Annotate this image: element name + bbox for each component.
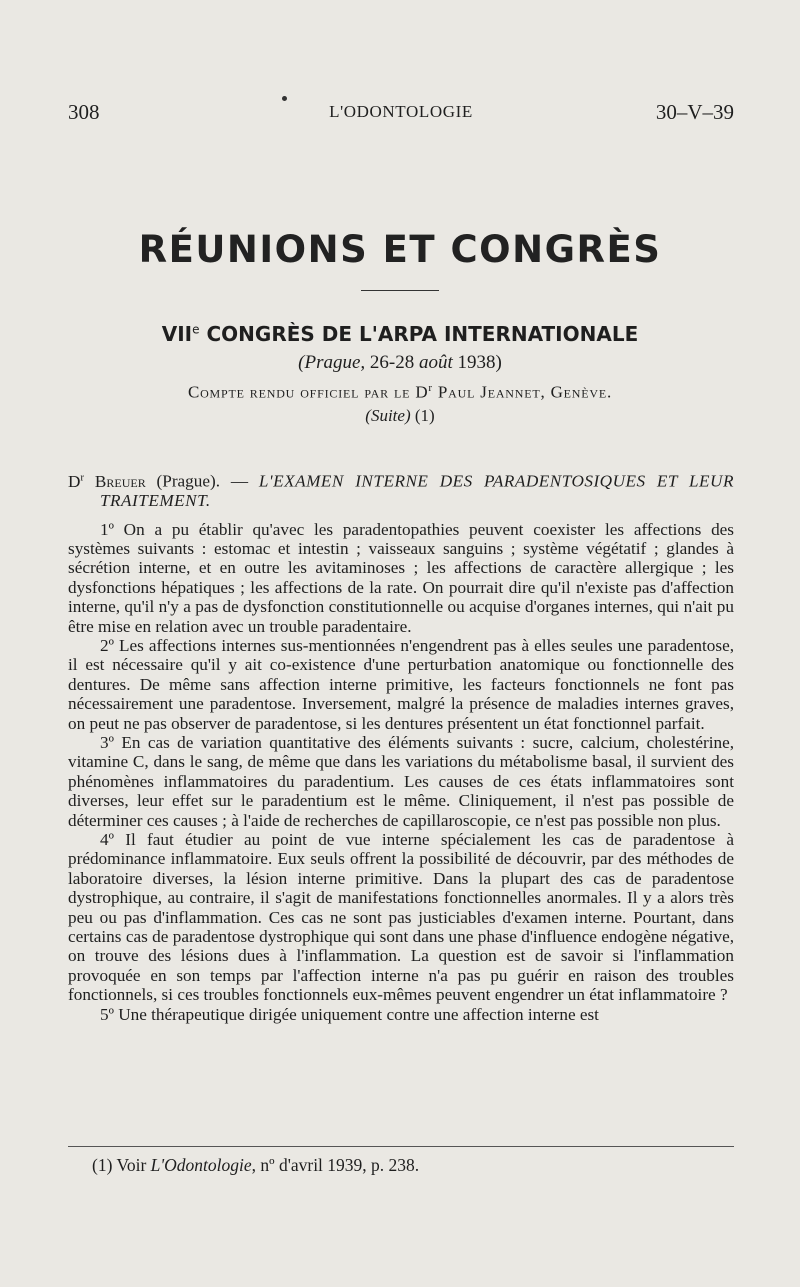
author-title: D [68, 471, 81, 491]
paragraph: 2º Les affections internes sus-mentionnées n'engendrent pas à elles seules une paradentose, il est nécessaire qu'il y ait co-existence d'une perturbation anatomique ou fonctionnelle des dentures. De même sans affection interne primitive, les facteurs fonctionnels ne font pas nécessairement une paradentose. Inversement, malgré la présence de maladies internes graves, on peut ne pas observer de paradentose, si les dentures présentent un état fonctionnel parfait. [68, 635, 734, 733]
report-byline-sup: r [428, 382, 433, 394]
congress-place-date [0, 352, 800, 374]
suite-label: (Suite) [365, 406, 411, 425]
congress-place: (Prague, [298, 352, 370, 373]
footnote-pre: (1) Voir [92, 1155, 151, 1175]
issue-date: 30–V–39 [655, 100, 734, 124]
page-number: 308 [68, 100, 100, 124]
author-name: Breuer [84, 471, 146, 491]
paragraph: 3º En cas de variation quantitative des éléments suivants : sucre, calcium, cholestérine, vitamine C, dans le sang, de même que dans les variations du métabolisme basal, il survient des phénomènes inflammatoires du paradentium. Les causes de ces états inflammatoires sont diverses, leur effet sur le paradentium est le même. Cliniquement, il n'est pas possible de déterminer ces causes ; à l'aide de recherches de capillaroscopie, ce n'est pas possible non plus. [68, 733, 734, 830]
paragraph: 1º On a pu établir qu'avec les paradentopathies peuvent coexister les affections des systèmes suivants : estomac et intestin ; vaisseaux sanguins ; système végétatif ; glandes à sécrétion interne, et en outre les avitaminoses ; les affections de caractère allergique ; les dysfonctions hépatiques ; les affections de la rate. On pourrait dire qu'il n'existe pas d'affection interne, qu'il n'y a pas de dysfonction constitutionnelle ou acquise d'organes internes, qui n'ait pu être mise en relation avec un trouble paradentaire. [68, 519, 734, 636]
footnote [92, 1155, 419, 1176]
article-heading [68, 468, 734, 511]
congress-dates: 26-28 [369, 352, 415, 373]
congress-year: 1938) [457, 352, 502, 373]
congress-month: août [414, 352, 458, 373]
article-title: L'EXAMEN INTERNE DES PARADENTOSIQUES ET LEUR TRAITEMENT. [100, 471, 734, 511]
running-header [68, 100, 734, 130]
congress-title [0, 322, 800, 346]
congress-title-text: CONGRÈS DE L'ARPA INTERNATIONALE [199, 322, 639, 346]
paragraph: 4º Il faut étudier au point de vue interne spécialement les cas de paradentose à prédominance inflammatoire. Eux seuls offrent la possibilité de découvrir, par des méthodes de laboratoire diverses, la lésion interne primitive. Dans la plupart des cas de paradentose dystrophique, au contraire, il s'agit de manifestations fonctionnelles anormales. Il y a alors très peu ou pas d'inflammation. Ces cas ne sont pas justiciables d'examen interne. Pourtant, dans certains cas de paradentose dystrophique qui sont dans une phase d'influence endogène négative, on trouve des lésions dues à l'inflammation. La question est de savoir si l'inflammation provoquée en son temps par l'affection interne n'a pas pu guérir en raison des troubles fonctionnels, si ces troubles fonctionnels eux-mêmes peuvent engendrer un état inflammatoire ? [68, 830, 734, 1005]
report-byline-post: Paul Jeannet, Genève. [432, 382, 613, 402]
title-divider [361, 290, 439, 291]
author-place: (Prague). — [145, 471, 259, 491]
footnote-journal: L'Odontologie [150, 1155, 252, 1175]
section-title: RÉUNIONS ET CONGRÈS [138, 228, 662, 271]
author [68, 472, 146, 491]
article-body [68, 468, 734, 1024]
footnote-divider [68, 1146, 734, 1147]
report-byline [0, 382, 800, 403]
author-title-sup: r [80, 471, 85, 483]
footnote-ref: (1) [410, 406, 435, 425]
paragraph: 5º Une thérapeutique dirigée uniquement contre une affection interne est [100, 1004, 599, 1024]
congress-title-numeral: VII [161, 322, 193, 346]
report-byline-pre: Compte rendu officiel par le D [187, 382, 429, 402]
congress-title-sup: e [192, 322, 200, 337]
journal-name: L'ODONTOLOGIE [329, 102, 473, 121]
footnote-post: , nº d'avril 1939, p. 238. [251, 1155, 420, 1175]
continuation-note [0, 406, 800, 426]
